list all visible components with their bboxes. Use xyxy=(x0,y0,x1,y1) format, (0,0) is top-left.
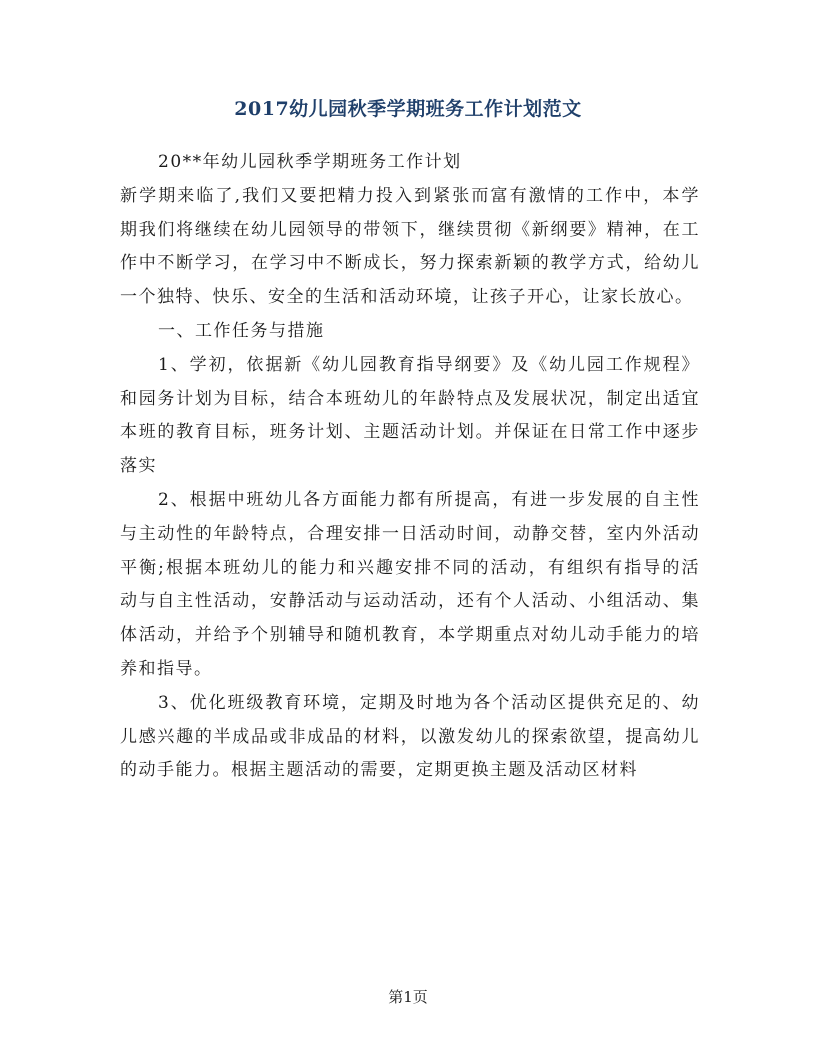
item-3-paragraph: 3、优化班级教育环境，定期及时地为各个活动区提供充足的、幼儿感兴趣的半成品或非成品的材料，以激发幼儿的探索欲望，提高幼儿的动手能力。根据主题活动的需要，定期更换主题及活动区材料 xyxy=(120,692,700,781)
subtitle-paragraph: 20**年幼儿园秋季学期班务工作计划 xyxy=(158,152,462,172)
item-2-paragraph: 2、根据中班幼儿各方面能力都有所提高，有进一步发展的自主性与主动性的年龄特点，合理安排一日活动时间，动静交替，室内外活动平衡;根据本班幼儿的能力和兴趣安排不同的活动，有组织有指导的活动与自主性活动，安静活动与运动活动，还有个人活动、小组活动、集体活动，并给予个别辅导和随机教育，本学期重点对幼儿动手能力的培养和指导。 xyxy=(120,489,700,679)
page-number: 第1页 xyxy=(388,988,428,1006)
document-title: 2017幼儿园秋季学期班务工作计划范文 xyxy=(234,98,582,120)
section-heading: 一、工作任务与措施 xyxy=(158,320,325,341)
document-body xyxy=(120,146,700,788)
intro-paragraph: 新学期来临了,我们又要把精力投入到紧张而富有激情的工作中，本学期我们将继续在幼儿园领导的带领下，继续贯彻《新纲要》精神，在工作中不断学习，在学习中不断成长，努力探索新颖的教学方式，给幼儿一个独特、快乐、安全的生活和活动环境，让孩子开心，让家长放心。 xyxy=(120,185,700,308)
item-1-paragraph: 1、学初，依据新《幼儿园教育指导纲要》及《幼儿园工作规程》和园务计划为目标，结合本班幼儿的年龄特点及发展状况，制定出适宜本班的教育目标，班务计划、主题活动计划。并保证在日常工作中逐步落实 xyxy=(120,354,700,477)
